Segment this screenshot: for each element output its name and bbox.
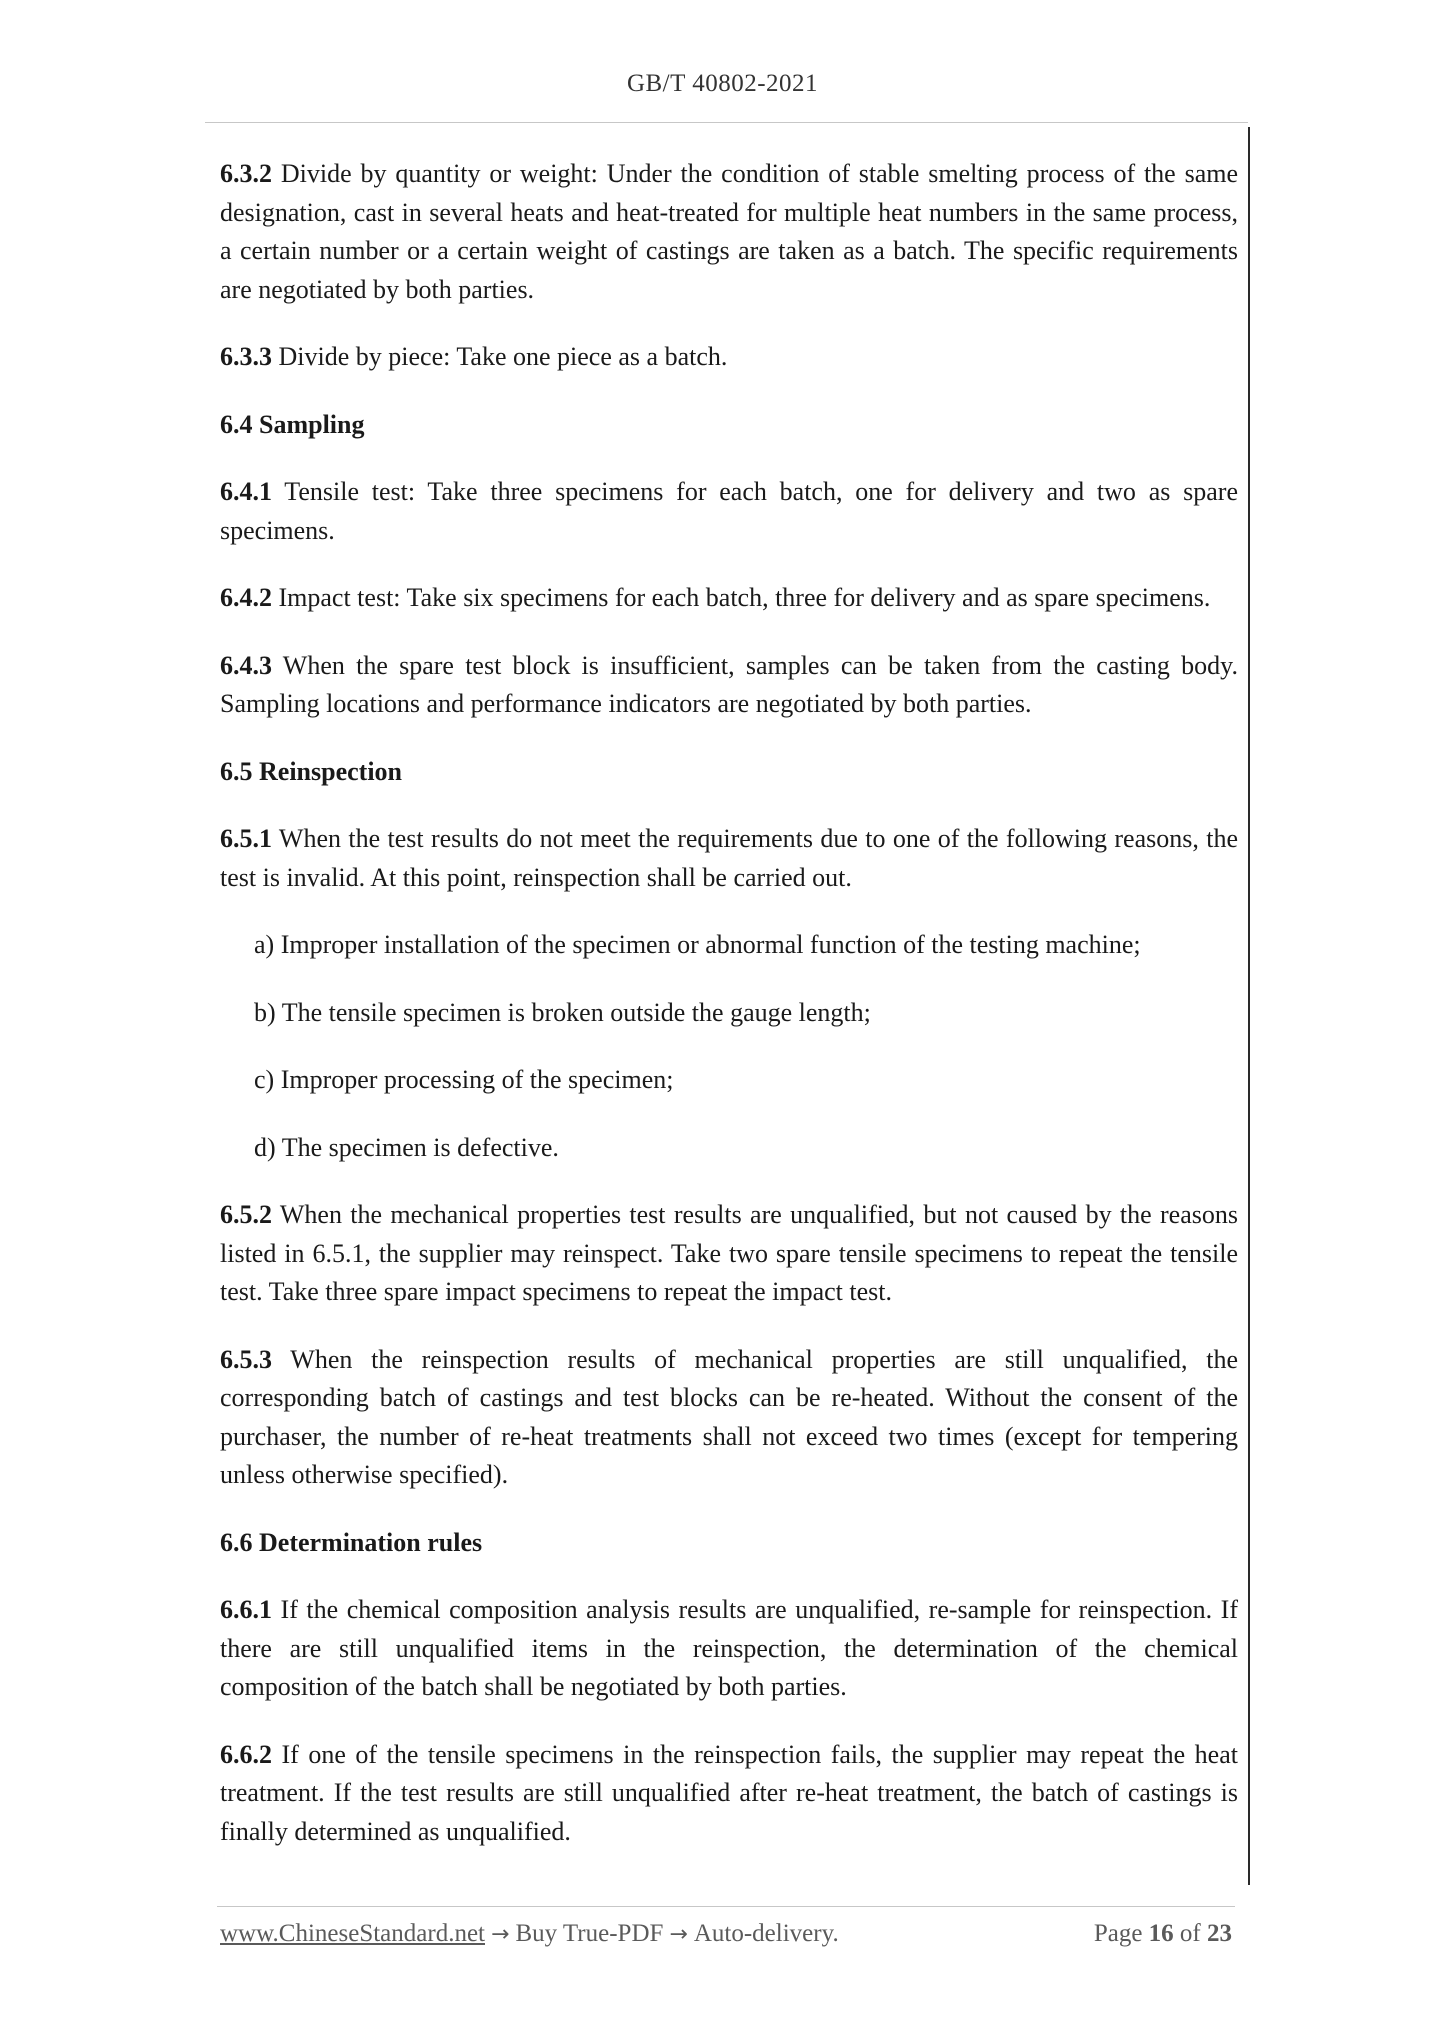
clause-number: 6.6.2 bbox=[220, 1739, 272, 1769]
document-code-header: GB/T 40802-2021 bbox=[626, 70, 819, 97]
clause-6-3-2 bbox=[220, 155, 1238, 309]
clause-6-4-1 bbox=[220, 473, 1238, 550]
clause-number: 6.5.1 bbox=[220, 824, 272, 853]
clause-6-3-3 bbox=[220, 338, 1238, 377]
clause-text: Divide by piece: Take one piece as a batch. bbox=[272, 342, 728, 371]
clause-text: When the test results do not meet the requirements due to one of the following reasons, the test is invalid. At this point, reinspection shall be carried out. bbox=[220, 824, 1238, 892]
clause-number: 6.3.2 bbox=[220, 159, 272, 188]
list-item-a: a) Improper installation of the specimen or abnormal function of the testing machine; bbox=[254, 930, 1141, 959]
section-heading-6-6: 6.6 Determination rules bbox=[220, 1527, 483, 1557]
clause-number: 6.4.2 bbox=[220, 583, 272, 612]
clause-text: If the chemical composition analysis results are unqualified, re-sample for reinspection. If there are still unqualified items in the reinspection, the determination of the chemical composition of the batch shall be negotiated by both parties. bbox=[220, 1595, 1238, 1701]
section-heading-6-4: 6.4 Sampling bbox=[220, 409, 365, 439]
clause-number: 6.5.3 bbox=[220, 1344, 272, 1374]
footer-promo bbox=[220, 1920, 839, 1948]
total-pages: 23 bbox=[1207, 1920, 1232, 1947]
clause-text: When the spare test block is insufficient, samples can be taken from the casting body. Sampling locations and performance indicators are negotiated by both parties. bbox=[220, 650, 1238, 718]
list-item-b: b) The tensile specimen is broken outside the gauge length; bbox=[254, 997, 871, 1027]
auto-delivery-text: Auto-delivery. bbox=[693, 1920, 839, 1947]
clause-number: 6.3.3 bbox=[220, 342, 272, 371]
right-margin-rule bbox=[1248, 127, 1250, 1885]
buy-pdf-text: Buy True-PDF bbox=[515, 1920, 664, 1947]
clause-text: Impact test: Take six specimens for each batch, three for delivery and as spare specimens. bbox=[272, 583, 1211, 612]
clause-text: Divide by quantity or weight: Under the condition of stable smelting process of the same designation, cast in several heats and heat-treated for multiple heat numbers in the same process, a certain number or a certain weight of castings are taken as a batch. The specific requirements are negotiated by both parties. bbox=[220, 159, 1238, 304]
section-heading-6-5: 6.5 Reinspection bbox=[220, 756, 402, 786]
document-body bbox=[220, 155, 1238, 1880]
arrow-right-icon: → bbox=[491, 1922, 510, 1947]
footer-divider bbox=[217, 1906, 1235, 1907]
current-page: 16 bbox=[1148, 1920, 1174, 1947]
clause-6-5-2 bbox=[220, 1196, 1238, 1312]
clause-text: Tensile test: Take three specimens for each batch, one for delivery and two as spare specimens. bbox=[220, 477, 1238, 545]
page-label: Page bbox=[1093, 1920, 1143, 1947]
clause-6-5-3 bbox=[220, 1341, 1238, 1495]
clause-6-6-2 bbox=[220, 1736, 1238, 1852]
list-item-c: c) Improper processing of the specimen; bbox=[254, 1065, 674, 1094]
header-divider bbox=[205, 122, 1248, 123]
clause-6-6-1 bbox=[220, 1591, 1238, 1707]
clause-6-4-3 bbox=[220, 647, 1238, 724]
clause-number: 6.6.1 bbox=[220, 1595, 272, 1624]
list-item-d: d) The specimen is defective. bbox=[254, 1132, 559, 1162]
clause-number: 6.4.3 bbox=[220, 650, 272, 680]
clause-6-4-2 bbox=[220, 579, 1238, 618]
site-link[interactable]: www.ChineseStandard.net bbox=[220, 1920, 485, 1947]
page-number bbox=[1094, 1920, 1232, 1948]
clause-text: When the mechanical properties test results are unqualified, but not caused by the reasons listed in 6.5.1, the supplier may reinspect. Take two spare tensile specimens to repeat the tensile test. Take three spare impact specimens to repeat the impact test. bbox=[220, 1200, 1238, 1306]
of-label: of bbox=[1179, 1920, 1201, 1947]
clause-number: 6.5.2 bbox=[220, 1200, 272, 1229]
clause-text: When the reinspection results of mechanical properties are still unqualified, the corresponding batch of castings and test blocks can be re-heated. Without the consent of the purchaser, the number of re-heat treatments shall not exceed two times (except for tempering unless otherwise specified). bbox=[220, 1344, 1238, 1489]
arrow-right-icon: → bbox=[669, 1922, 688, 1947]
clause-text: If one of the tensile specimens in the reinspection fails, the supplier may repeat the heat treatment. If the test results are still unqualified after re-heat treatment, the batch of castings is finally determined as unqualified. bbox=[220, 1739, 1238, 1846]
clause-number: 6.4.1 bbox=[220, 477, 272, 506]
clause-6-5-1 bbox=[220, 820, 1238, 897]
